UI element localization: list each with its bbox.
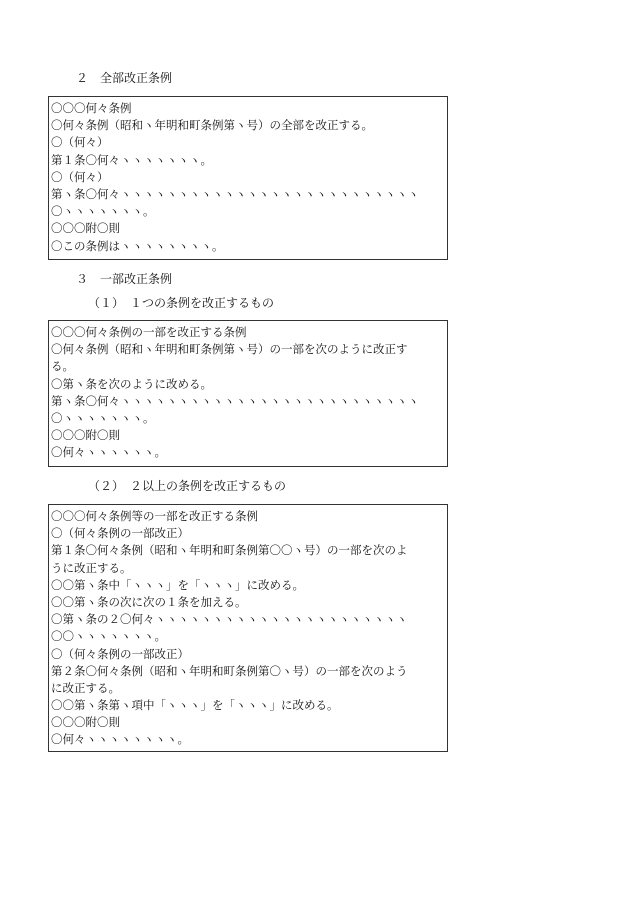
template-line: 〇この条例はヽヽヽヽヽヽヽヽ。 — [51, 238, 224, 253]
template-line: 〇〇〇附〇則 — [51, 715, 120, 730]
template-line: 〇〇〇何々条例の一部を改正する条例 — [51, 325, 247, 339]
template-line: 〇〇第ヽ条中「ヽヽヽ」を「ヽヽヽ」に改める。 — [51, 577, 304, 592]
subsection-heading-2: （２） ２以上の条例を改正するもの — [88, 479, 287, 493]
template-line: 〇何々ヽヽヽヽヽヽヽヽ。 — [51, 732, 189, 747]
template-line: うに改正する。 — [51, 560, 132, 575]
subsection-heading-1: （１） １つの条例を改正するもの — [88, 296, 275, 310]
template-line: 〇ヽヽヽヽヽヽヽ。 — [51, 204, 155, 219]
template-line: 〇〇〇附〇則 — [51, 221, 120, 236]
template-line: 〇（何々） — [51, 135, 109, 150]
template-line: 〇（何々） — [51, 169, 109, 184]
full-revision-template-box — [48, 96, 448, 260]
template-line: 〇何々ヽヽヽヽヽヽ。 — [51, 445, 166, 460]
section-heading-2: ２ 全部改正条例 — [76, 71, 173, 85]
template-line: 第２条〇何々条例（昭和ヽ年明和町条例第〇ヽ号）の一部を次のよう — [51, 663, 408, 678]
template-line: 〇（何々条例の一部改正） — [51, 526, 189, 541]
template-line: 〇〇〇何々条例 — [51, 101, 132, 115]
template-line: 〇何々条例（昭和ヽ年明和町条例第ヽ号）の一部を次のように改正す — [51, 342, 408, 357]
template-line: 〇〇ヽヽヽヽヽヽヽ。 — [51, 629, 166, 644]
template-line: に改正する。 — [51, 680, 120, 695]
template-line: 第１条〇何々条例（昭和ヽ年明和町条例第〇〇ヽ号）の一部を次のよ — [51, 543, 408, 558]
single-amendment-template-box — [48, 320, 448, 467]
section-heading-3: ３ 一部改正条例 — [76, 272, 173, 286]
template-line: 〇第ヽ条の２〇何々ヽヽヽヽヽヽヽヽヽヽヽヽヽヽヽヽヽヽヽヽヽヽ — [51, 612, 408, 627]
template-line: 〇何々条例（昭和ヽ年明和町条例第ヽ号）の全部を改正する。 — [51, 118, 373, 133]
template-line: 〇〇〇附〇則 — [51, 428, 120, 443]
template-line: 第ヽ条〇何々ヽヽヽヽヽヽヽヽヽヽヽヽヽヽヽヽヽヽヽヽヽヽヽヽヽヽ — [51, 186, 419, 201]
template-line: 〇〇第ヽ条の次に次の１条を加える。 — [51, 594, 247, 609]
template-line: 〇〇〇何々条例等の一部を改正する条例 — [51, 509, 258, 523]
template-line: 第ヽ条〇何々ヽヽヽヽヽヽヽヽヽヽヽヽヽヽヽヽヽヽヽヽヽヽヽヽヽヽ — [51, 393, 419, 408]
template-line: 〇（何々条例の一部改正） — [51, 646, 189, 661]
template-line: 〇ヽヽヽヽヽヽヽ。 — [51, 410, 155, 425]
multiple-amendment-template-box — [48, 504, 448, 752]
template-line: 〇〇第ヽ条第ヽ項中「ヽヽヽ」を「ヽヽヽ」に改める。 — [51, 698, 339, 713]
template-line: る。 — [51, 359, 74, 374]
template-line: 〇第ヽ条を次のように改める。 — [51, 376, 212, 391]
template-line: 第１条〇何々ヽヽヽヽヽヽヽ。 — [51, 152, 212, 167]
